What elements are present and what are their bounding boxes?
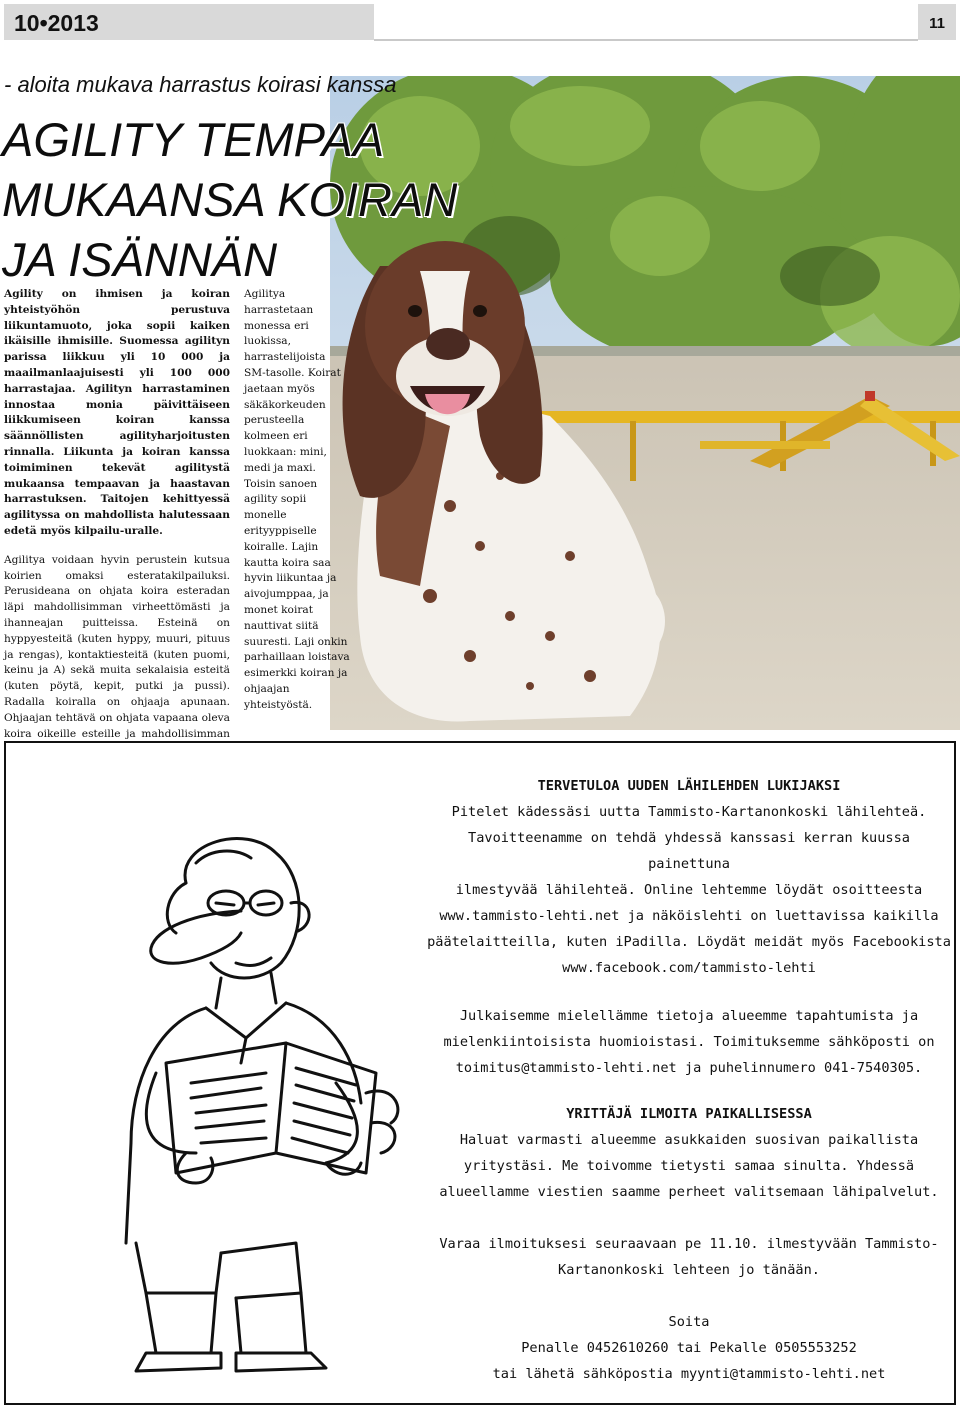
header-rule xyxy=(374,39,918,41)
header-page-box xyxy=(918,4,956,40)
article-column-2 xyxy=(244,287,350,714)
notice-line: Haluat varmasti alueemme asukkaiden suosivan paikallista yritystäsi. Me toivomme tietysti samaa sinulta. Yhdessä alueellamme viestien saamme perheet valitsemaan lähipalvelut. xyxy=(439,1132,939,1200)
title-line: AGILITY TEMPAA xyxy=(2,113,385,166)
article-body: Agilitya voidaan hyvin perustein kutsua koirien omaksi esteratakilpailuksi. Perusideana on ohjata koira esteradan läpi mahdollisimman virheettömästi ja ihanneajan puitteissa. Esteinä on hyppyesteitä (kuten hyppy, muuri, pituus ja rengas), kontaktiesteitä (kuten puomi, keinu ja A) sekä muita sekalaisia esteitä (kuten pöytä, kepit, putki ja pussi). Radalla koiralla on ohjaaja apunaan. Ohjaajan tehtävä on ohjata vapaana oleva koira oikeille esteille ja mahdollisimman xyxy=(4,553,230,740)
publisher-notice-box xyxy=(4,741,956,1405)
article-column-2-text: Agilitya harrastetaan monessa eri luokissa, harrastelijoista SM-tasolle. Koirat jaetaan myös säkäkorkeuden perusteella kolmeen eri luokkaan: mini, medi ja maxi. Toisin sanoen agility sopii monelle erityyppiselle koiralle. Lajin kautta koira saa hyvin liikuntaa ja aivojumppaa, ja monet koirat nauttivat siitä suuresti. Laji onkin parhaillaan loistava esimerkki koiran ja ohjaajan yhteistyöstä. xyxy=(244,288,350,711)
notice-line: www.tammisto-lehti.net ja näköislehti on luettavissa kaikilla päätelaitteilla, kuten iPadilla. Löydät meidät myös Facebookista www.facebook.com/tammisto-lehti xyxy=(427,908,951,976)
contact-phones: Penalle 0452610260 tai Pekalle 0505553252 xyxy=(521,1340,857,1356)
newspaper-reader-illustration xyxy=(36,823,436,1403)
notice-line: ilmestyvää lähilehteä. Online lehtemme löydät osoitteesta xyxy=(455,882,923,898)
article-column-1 xyxy=(4,287,230,758)
notice-line: Varaa ilmoituksesi seuraavaan pe 11.10. ilmestyvään Tammisto-Kartanonkoski lehteen jo tänään. xyxy=(439,1236,939,1278)
page-number: 11 xyxy=(929,15,945,32)
article-kicker: - aloita mukava harrastus koirasi kanssa xyxy=(4,72,397,97)
welcome-heading: TERVETULOA UUDEN LÄHILEHDEN LUKIJAKSI xyxy=(537,778,841,794)
title-line: JA ISÄNNÄN xyxy=(2,233,278,286)
advertiser-heading: YRITTÄJÄ ILMOITA PAIKALLISESSA xyxy=(566,1106,812,1122)
issue-label: 10•2013 xyxy=(14,10,99,36)
notice-text xyxy=(426,773,952,1387)
article-lead: Agility on ihmisen ja koiran yhteistyöhön perustuva liikuntamuoto, joka sopii kaiken ikäisille ihmisille. Suomessa agilityn parissa liikkuu yli 10 000 ja maailmanlaajuisesti yli 100 000 harrastajaa. Agilityn harrastaminen innostaa monia päivittäiseen liikkumiseen koiran kanssa säännöllisten agilityharjoitusten rinnalla. Liikunta ja koiran kanssa toimiminen tekevät agilitystä mukaansa tempaavan ja haastavan harrastuksen. Taitojen kehittyessä agilityssa on mahdollista halutessaan edetä myös kilpailu-uralle. xyxy=(4,288,230,537)
notice-line: Tavoitteenamme on tehdä yhdessä kanssasi kerran kuussa painettuna xyxy=(468,830,910,872)
article-title xyxy=(2,110,457,290)
header-issue-bar xyxy=(4,4,374,40)
title-line: MUKAANSA KOIRAN xyxy=(2,173,458,226)
notice-line: Pitelet kädessäsi uutta Tammisto-Kartanonkoski lähilehteä. xyxy=(451,804,927,820)
contact-title: Soita xyxy=(668,1314,710,1330)
contact-email: tai lähetä sähköpostia myynti@tammisto-lehti.net xyxy=(492,1366,886,1382)
notice-line: Julkaisemme mielellämme tietoja alueemme tapahtumista ja mielenkiintoisista huomioistasi. Toimituksemme sähköposti on toimitus@tammisto-lehti.net ja puhelinnumero 041-7540305. xyxy=(443,1008,935,1076)
